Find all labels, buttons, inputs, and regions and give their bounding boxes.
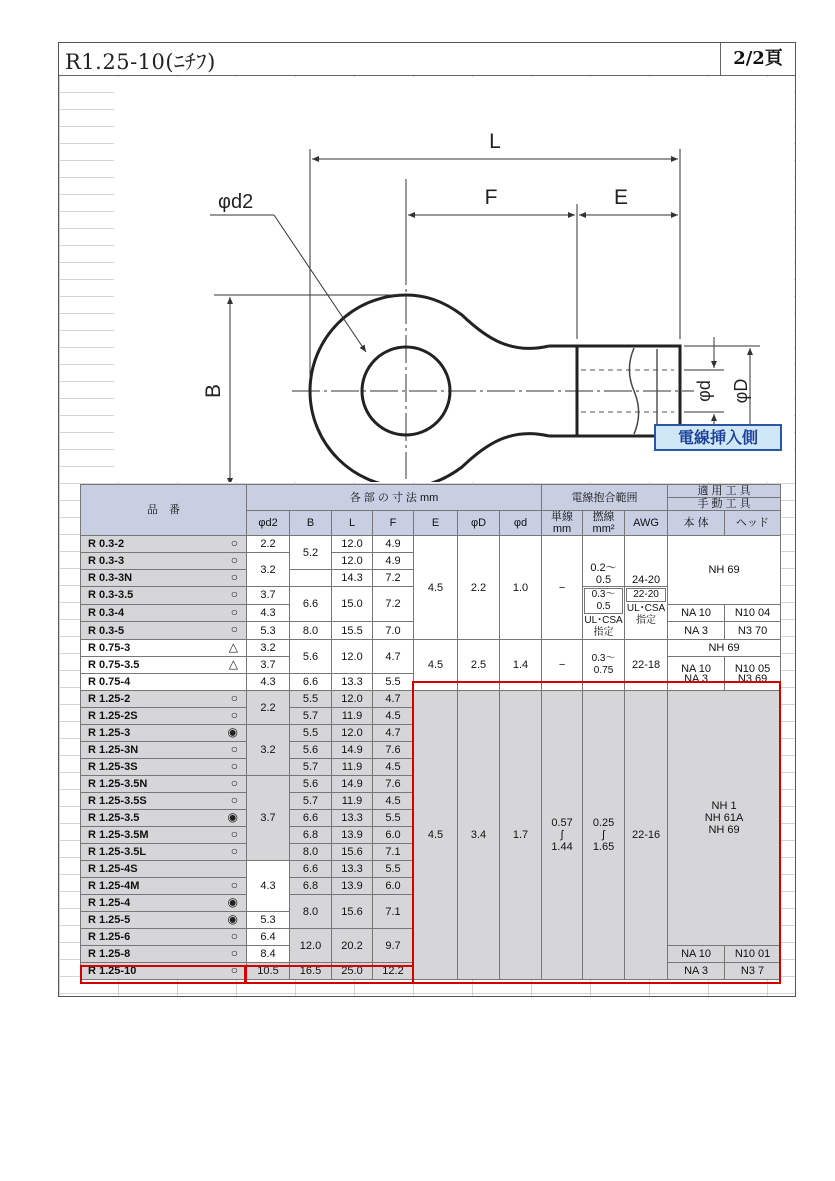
table-row: [81, 640, 781, 657]
table-cell: 16.5: [290, 963, 332, 980]
table-cell: 5.3: [247, 912, 290, 929]
table-cell: 4.5: [414, 691, 458, 980]
table-cell: NA 3: [668, 622, 725, 640]
part-number: [81, 861, 247, 878]
part-number: [81, 912, 247, 929]
table-cell: 5.7: [290, 708, 332, 725]
table-row: [81, 691, 781, 708]
table-cell: 10.5: [247, 963, 290, 980]
table-cell: 11.9: [332, 759, 373, 776]
cell-text: △: [228, 657, 238, 671]
table-cell: N3 70: [725, 622, 781, 640]
cell-text: R 0.75-3.5: [88, 659, 140, 671]
part-number: [81, 759, 247, 776]
label-phi-d: φd: [694, 380, 714, 402]
table-cell: −: [542, 536, 583, 640]
cell-text: NH 61A: [704, 812, 744, 824]
table-cell: N3 7: [725, 963, 781, 980]
table-cell: 12.0: [332, 536, 373, 553]
header-single: 単線mm: [542, 511, 583, 536]
part-number: [81, 536, 247, 553]
part-number: [81, 793, 247, 810]
table-cell: 12.2: [373, 963, 414, 980]
cell-text: R 1.25-10: [88, 965, 137, 977]
spec-table-wrap: [80, 484, 780, 980]
header-part-no: 品 番: [81, 485, 247, 536]
table-cell: [725, 657, 781, 691]
sheet-title: R1.25-10(ﾆﾁﾌ): [65, 50, 216, 74]
cell-text: ○: [230, 878, 238, 892]
cell-text: R 1.25-3.5L: [88, 846, 147, 858]
header-stranded: 撚線mm²: [583, 511, 625, 536]
label-F: F: [484, 186, 498, 209]
table-cell: 2.2: [247, 536, 290, 553]
part-number: [81, 946, 247, 963]
table-cell: [290, 570, 332, 587]
table-cell: 5.7: [290, 793, 332, 810]
cell-text: ○: [230, 793, 238, 807]
header-head: ヘッド: [725, 511, 781, 536]
table-cell: 3.2: [247, 640, 290, 657]
table-cell: 15.5: [332, 622, 373, 640]
header-phid: φd: [500, 511, 542, 536]
table-cell: 6.6: [290, 674, 332, 691]
cell-text: ○: [230, 827, 238, 841]
label-E: E: [613, 186, 629, 209]
cell-text: R 1.25-3.5N: [88, 778, 148, 790]
table-cell: 7.0: [373, 622, 414, 640]
cell-text: R 1.25-4: [88, 897, 131, 909]
table-cell: [583, 691, 625, 980]
header-awg: AWG: [625, 511, 668, 536]
table-cell: 4.7: [373, 640, 414, 674]
cell-text: R 1.25-6: [88, 931, 131, 943]
cell-text: R 1.25-3S: [88, 761, 138, 773]
cell-text: ○: [230, 604, 238, 619]
cell-text: ◉: [227, 895, 238, 909]
table-cell: 3.2: [247, 725, 290, 776]
cell-text: ○: [230, 742, 238, 756]
ring-terminal-diagram: [114, 77, 794, 482]
table-cell: 7.2: [373, 570, 414, 587]
cell-text: 0.57: [551, 817, 573, 829]
label-phi-d2: φd2: [218, 191, 254, 213]
cell-text: R 1.25-2: [88, 693, 131, 705]
title-bar: [59, 43, 795, 76]
wire-insert-side-badge: 電線挿入側: [654, 424, 782, 451]
cell-text: ○: [230, 570, 238, 584]
table-cell: 5.6: [290, 640, 332, 674]
table-cell: [542, 691, 583, 980]
cell-text: ○: [230, 691, 238, 705]
table-cell: 4.9: [373, 536, 414, 553]
table-cell: 6.4: [247, 929, 290, 946]
cell-text: R 0.75-3: [88, 642, 131, 654]
table-cell: 8.0: [290, 844, 332, 861]
table-cell: 12.0: [332, 725, 373, 742]
cell-text: R 1.25-4M: [88, 880, 140, 892]
table-cell: 13.3: [332, 861, 373, 878]
cell-text: 1.44: [551, 841, 573, 853]
table-cell: 3.7: [247, 776, 290, 861]
table-cell: NA 10: [668, 604, 725, 622]
table-cell: 12.0: [332, 640, 373, 674]
label-B: B: [202, 383, 225, 399]
part-number: [81, 895, 247, 912]
cell-text: N10 05: [734, 662, 771, 675]
cell-text: ○: [230, 553, 238, 567]
table-cell: 6.0: [373, 878, 414, 895]
part-number-highlighted: [81, 963, 247, 980]
table-cell: 6.8: [290, 878, 332, 895]
spec-table: [80, 484, 781, 980]
table-cell: 11.9: [332, 708, 373, 725]
table-cell: 24-20: [625, 536, 668, 587]
cell-text: 1.65: [592, 841, 615, 853]
table-cell: NA 10: [668, 946, 725, 963]
part-number: [81, 742, 247, 759]
cell-text: R 1.25-2S: [88, 710, 138, 722]
table-cell: 4.7: [373, 725, 414, 742]
cell-text: 0.3〜0.5: [584, 588, 623, 614]
cell-text: 指定: [593, 627, 614, 638]
cell-text: R 1.25-8: [88, 948, 131, 960]
table-cell: 5.5: [373, 674, 414, 691]
table-cell: 4.5: [414, 536, 458, 640]
part-number: [81, 570, 247, 587]
table-cell: 8.0: [290, 895, 332, 929]
table-cell: 6.0: [373, 827, 414, 844]
table-cell: 7.1: [373, 844, 414, 861]
part-number: [81, 587, 247, 605]
cell-text: ○: [230, 844, 238, 858]
table-cell: 11.9: [332, 793, 373, 810]
table-cell: 15.6: [332, 895, 373, 929]
table-cell: 12.0: [332, 553, 373, 570]
tools-125: [668, 691, 781, 946]
header-L: L: [332, 511, 373, 536]
cell-text: ○: [230, 963, 238, 977]
cell-text: UL･CSA: [626, 603, 666, 614]
ring-outline: [310, 295, 549, 482]
part-number: [81, 878, 247, 895]
part-number: [81, 622, 247, 640]
cell-text: 指定: [636, 615, 657, 626]
table-cell: 2.2: [458, 536, 500, 640]
part-number: [81, 553, 247, 570]
cell-text: ∫: [560, 829, 564, 841]
cell-text: R 0.3-3N: [88, 572, 133, 584]
table-cell: NA 3: [668, 963, 725, 980]
cell-text: ○: [230, 929, 238, 943]
table-cell: 3.7: [247, 657, 290, 674]
header-tools: [668, 485, 781, 511]
table-cell: 22-16: [625, 691, 668, 980]
part-number: [81, 708, 247, 725]
table-cell: 4.5: [373, 759, 414, 776]
cell-text: R 0.3-4: [88, 606, 125, 619]
table-cell: 7.1: [373, 895, 414, 929]
page-indicator: 2/2頁: [720, 43, 795, 75]
label-L: L: [489, 130, 501, 153]
table-cell: 3.4: [458, 691, 500, 980]
table-cell: 4.7: [373, 691, 414, 708]
cell-text: ◉: [227, 725, 238, 739]
table-cell: 4.5: [373, 708, 414, 725]
cell-text: 22-20: [626, 588, 666, 602]
cell-text: ∫: [602, 829, 606, 841]
table-cell: 0.3〜0.75: [583, 640, 625, 691]
table-cell: 1.7: [500, 691, 542, 980]
tool-nh69: NH 69: [668, 536, 781, 605]
table-cell: 6.6: [290, 861, 332, 878]
table-cell: 3.7: [247, 587, 290, 605]
table-cell: NH 69: [668, 640, 781, 657]
table-cell: 5.6: [290, 776, 332, 793]
table-cell: 0.2〜0.5: [583, 536, 625, 587]
cell-text: R 1.25-3.5: [88, 812, 140, 824]
part-number: [81, 604, 247, 622]
table-cell: 6.6: [290, 587, 332, 622]
table-cell: 12.0: [332, 691, 373, 708]
table-cell: 2.5: [458, 640, 500, 691]
table-cell: 4.3: [247, 861, 290, 912]
part-number: [81, 810, 247, 827]
header-phiD: φD: [458, 511, 500, 536]
cell-text: ○: [230, 622, 238, 637]
part-number: [81, 640, 247, 657]
header-dims: 各 部 の 寸 法 mm: [247, 485, 542, 511]
table-cell: 13.3: [332, 674, 373, 691]
table-cell: 3.2: [247, 553, 290, 587]
table-cell: 25.0: [332, 963, 373, 980]
terminal-drawing: [114, 77, 794, 482]
cell-text: ○: [230, 759, 238, 773]
cell-text: ○: [230, 708, 238, 722]
part-number: [81, 657, 247, 674]
part-number: [81, 827, 247, 844]
cell-text: UL･CSA: [584, 615, 623, 626]
part-number: [81, 674, 247, 691]
table-cell: [583, 587, 625, 640]
header-tools-manual: 手 動 工 具: [697, 498, 751, 510]
part-number: [81, 691, 247, 708]
header-tools-applicable: 適 用 工 具: [668, 485, 780, 498]
table-cell: 5.2: [290, 536, 332, 570]
table-cell: 6.6: [290, 810, 332, 827]
table-cell: 5.3: [247, 622, 290, 640]
part-number: [81, 844, 247, 861]
cell-text: R 0.3-5: [88, 624, 125, 637]
part-number: [81, 929, 247, 946]
table-cell: −: [542, 640, 583, 691]
table-cell: 13.3: [332, 810, 373, 827]
table-cell: 7.2: [373, 587, 414, 622]
header-row-1: [81, 485, 781, 511]
table-cell: 2.2: [247, 691, 290, 725]
table-cell: 8.0: [290, 622, 332, 640]
table-cell: 4.9: [373, 553, 414, 570]
cell-text: ○: [230, 587, 238, 601]
cell-text: NA 10: [681, 662, 712, 675]
cell-text: R 0.3-3: [88, 555, 125, 567]
table-cell: 20.2: [332, 929, 373, 963]
table-row: [81, 536, 781, 553]
table-cell: 5.5: [290, 691, 332, 708]
table-cell: 4.5: [373, 793, 414, 810]
table-cell: 6.8: [290, 827, 332, 844]
table-cell: 8.4: [247, 946, 290, 963]
cell-text: R 1.25-4S: [88, 863, 138, 875]
table-cell: 14.9: [332, 776, 373, 793]
table-cell: 4.5: [414, 640, 458, 691]
table-cell: 5.7: [290, 759, 332, 776]
cell-text: NH 1: [711, 800, 737, 812]
table-cell: 4.3: [247, 604, 290, 622]
table-cell: 7.6: [373, 742, 414, 759]
cell-text: ○: [230, 946, 238, 960]
table-cell: 7.6: [373, 776, 414, 793]
cell-text: 0.25: [592, 817, 615, 829]
table-cell: 14.9: [332, 742, 373, 759]
table-cell: 13.9: [332, 878, 373, 895]
cell-text: R 1.25-3.5S: [88, 795, 147, 807]
table-cell: 15.6: [332, 844, 373, 861]
header-wire-range: 電線抱合範囲: [542, 485, 668, 511]
header-d2: φd2: [247, 511, 290, 536]
header-F: F: [373, 511, 414, 536]
cell-text: R 0.3-2: [88, 538, 125, 550]
table-cell: 13.9: [332, 827, 373, 844]
cell-text: N3 69: [737, 672, 768, 685]
table-cell: 4.3: [247, 674, 290, 691]
header-body: 本 体: [668, 511, 725, 536]
table-cell: 1.0: [500, 536, 542, 640]
cell-text: NA 3: [684, 672, 708, 685]
table-cell: 1.4: [500, 640, 542, 691]
table-cell: [625, 587, 668, 640]
label-phi-D: φD: [731, 378, 751, 404]
header-B: B: [290, 511, 332, 536]
table-cell: 12.0: [290, 929, 332, 963]
cell-text: R 1.25-3.5M: [88, 829, 149, 841]
table-cell: 5.5: [290, 725, 332, 742]
table-cell: 15.0: [332, 587, 373, 622]
cell-text: R 1.25-5: [88, 914, 131, 926]
cell-text: R 1.25-3N: [88, 744, 139, 756]
table-cell: N10 04: [725, 604, 781, 622]
table-cell: 5.5: [373, 810, 414, 827]
part-number: [81, 776, 247, 793]
table-cell: [668, 657, 725, 691]
table-cell: 5.6: [290, 742, 332, 759]
header-E: E: [414, 511, 458, 536]
cell-text: R 0.75-4: [88, 676, 131, 688]
cell-text: R 0.3-3.5: [88, 589, 134, 602]
stock-mark: ○: [230, 536, 238, 550]
table-cell: 14.3: [332, 570, 373, 587]
table-cell: 5.5: [373, 861, 414, 878]
cell-text: R 1.25-3: [88, 727, 131, 739]
cell-text: ◉: [227, 810, 238, 824]
table-cell: 9.7: [373, 929, 414, 963]
table-cell: 22-18: [625, 640, 668, 691]
part-number: [81, 725, 247, 742]
cell-text: ○: [230, 776, 238, 790]
cell-text: NH 69: [708, 824, 740, 836]
cell-text: ◉: [227, 912, 238, 926]
table-cell: N10 01: [725, 946, 781, 963]
cell-text: △: [228, 640, 238, 654]
